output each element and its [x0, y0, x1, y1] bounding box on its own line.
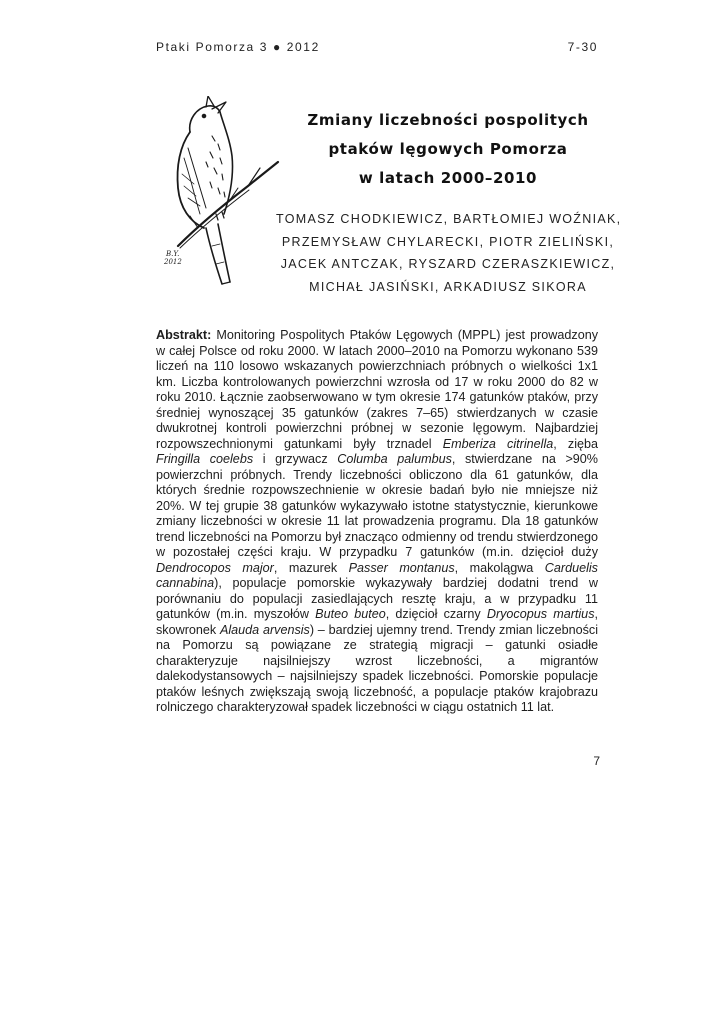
species-name: Passer montanus [348, 560, 455, 575]
abstract-label: Abstrakt: [156, 328, 212, 342]
species-name: Dryocopus martius [486, 607, 595, 621]
title-line: ptaków lęgowych Pomorza [328, 140, 568, 158]
title-line: Zmiany liczebności pospolitych [307, 111, 589, 129]
article-title [290, 106, 606, 193]
abstract [156, 328, 598, 716]
species-name: Dendrocopos major [156, 560, 274, 575]
species-name: Columba palumbus [337, 452, 452, 466]
author-line: TOMASZ CHODKIEWICZ, BARTŁOMIEJ WOŹNIAK, [276, 212, 622, 226]
abstract-text: , skowronek [156, 607, 598, 637]
svg-text:B.Y.: B.Y. [166, 250, 180, 258]
songbird-sketch-icon [160, 96, 280, 294]
species-name: Alauda arvensis [219, 622, 310, 637]
journal-name: Ptaki Pomorza 3 ● 2012 [156, 40, 320, 54]
author-list [276, 208, 620, 298]
species-name: Emberiza citrinella [442, 436, 554, 451]
abstract-text: , zięba [553, 436, 599, 451]
page-number: 7 [593, 754, 600, 768]
page-range: 7-30 [567, 40, 598, 54]
abstract-body [156, 328, 598, 714]
abstract-text: , stwierdzane na >90% powierzchni próbnych. Trendy liczebności obliczono dla 61 gatunków, dla których średnie rozpowszechnienie w okresie badań było nie mniejsze niż 20%. W tej grupie 38 gatunków wykazywało istotne statystycznie, kierunkowe zmiany liczebności w okresie 11 lat prowadzenia programu. Dla 18 gatunków trend liczebności na Pomorzu był znacząco odmienny od trendu stwierdzonego w pozostałej części kraju. W przypadku 7 gatunków (m.in. dzięcioł duży [156, 452, 599, 559]
abstract-text: Monitoring Pospolitych Ptaków Lęgowych (MPPL) jest prowadzony w całej Polsce od roku 2000. W latach 2000–2010 na Pomorzu wykonano 539 liczeń na 110 losowo wskazanych powierzchniach próbnych o wielkości 1x1 km. Liczba kontrolowanych powierzchni wzrosła od 17 w roku 2000 do 82 w roku 2010. Łącznie zaobserwowano w tym okresie 174 gatunków ptaków, przy średniej wynoszącej 35 gatunków (zakres 7–65) stwierdzanych w czasie dwukrotnej kontroli powierzchni próbnej w sezonie lęgowym. Najbardziej rozpowszechnionymi gatunkami były trznadel [156, 328, 598, 451]
abstract-text: i grzywacz [253, 452, 338, 466]
title-line: w latach 2000–2010 [358, 169, 538, 187]
abstract-text: , dzięcioł czarny [385, 607, 487, 621]
author-line: MICHAŁ JASIŃSKI, ARKADIUSZ SIKORA [309, 279, 587, 294]
svg-text:2012: 2012 [164, 258, 182, 266]
running-head [156, 40, 598, 58]
species-name: Fringilla coelebs [156, 452, 254, 466]
abstract-text: ), populacje pomorskie wykazywały bardziej dodatni trend w porównaniu do populacji zasiedlających resztę kraju, a w przypadku 11 gatunków (m.in. myszołów [156, 576, 598, 621]
abstract-text: ) – bardziej ujemny trend. Trendy zmian liczebności na Pomorzu są powiązane ze strategią migracji – gatunki osiadłe charakteryzuje najsilniejszy wzrost liczebności, a migrantów dalekodystansowych – najsilniejszy spadek liczebności. Pomorskie populacje ptaków leśnych zwiększają swoją liczebność, a populacje ptaków krajobrazu rolniczego charakteryzował spadek liczebności w ciągu ostatnich 11 lat. [156, 622, 598, 714]
author-line: PRZEMYSŁAW CHYLARECKI, PIOTR ZIELIŃSKI, [281, 234, 615, 249]
author-line: JACEK ANTCZAK, RYSZARD CZERASZKIEWICZ, [280, 257, 616, 271]
species-name: Buteo buteo [315, 607, 386, 621]
abstract-text: , makolągwa [454, 560, 545, 575]
species-name: Carduelis cannabina [156, 560, 598, 590]
abstract-text: , mazurek [273, 560, 349, 575]
